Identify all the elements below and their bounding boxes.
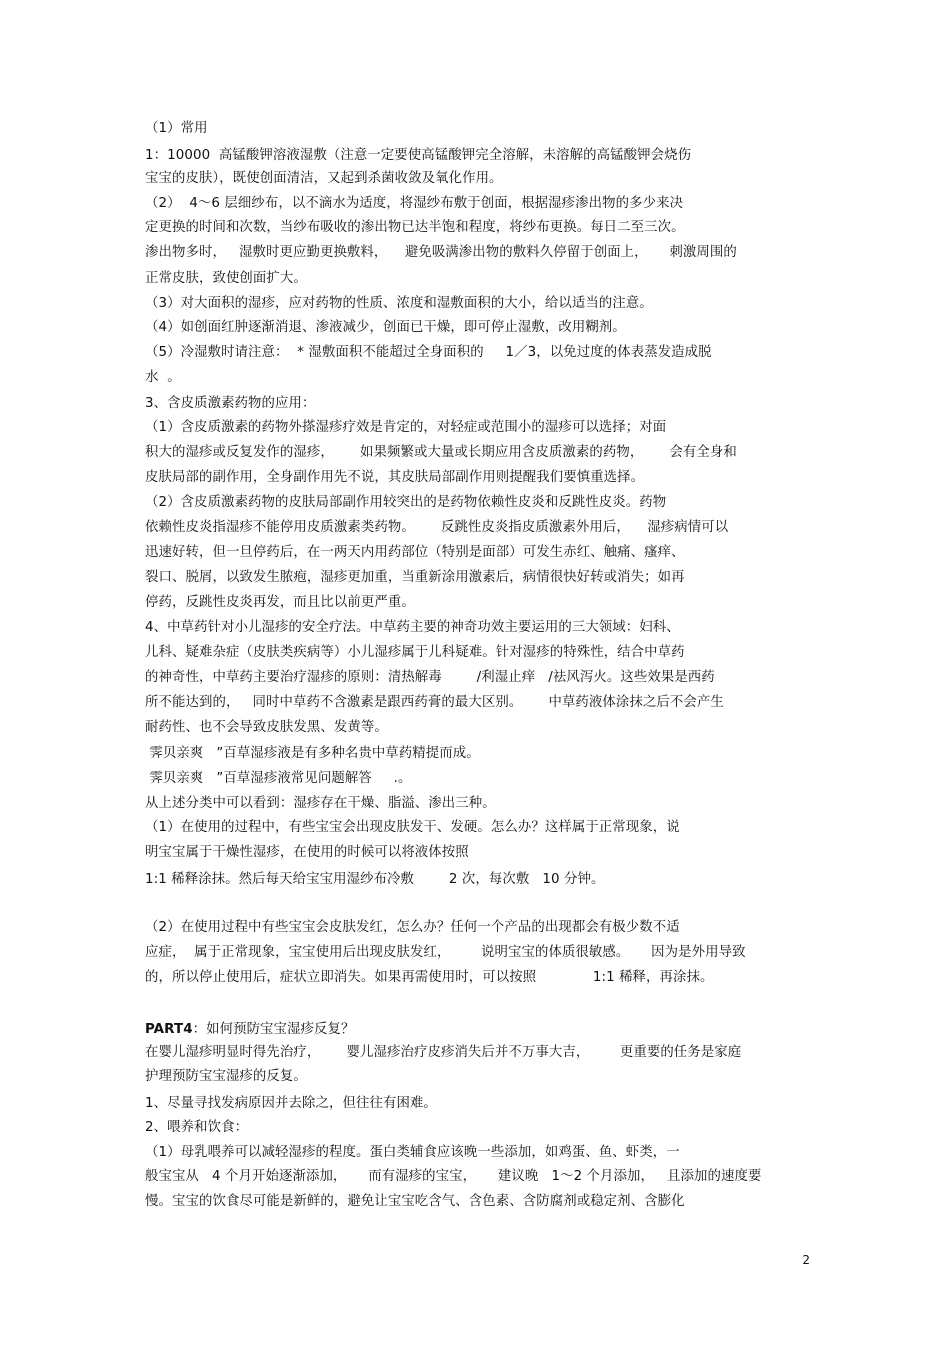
text-line: 宝宝的皮肤），既使创面清洁，又起到杀菌收敛及氧化作用。 (145, 171, 503, 186)
text-line: 迅速好转，但一旦停药后，在一两天内用药部位（特别是面部）可发生赤红、触痛、瘙痒、 (145, 545, 685, 560)
text-line: 慢。宝宝的饮食尽可能是新鲜的，避免让宝宝吃含气、含色素、含防腐剂或稳定剂、含膨化 (145, 1194, 685, 1209)
text-line: 般宝宝从 4 个月开始逐渐添加， 而有湿疹的宝宝， 建议晚 1～2 个月添加， 且添加的速度要 (145, 1169, 762, 1184)
text-line: 皮肤局部的副作用，全身副作用先不说，其皮肤局部副作用则提醒我们要慎重选择。 (145, 470, 645, 485)
text-line: 2、喂养和饮食： (145, 1120, 249, 1135)
text-line: （3）对大面积的湿疹，应对药物的性质、浓度和湿敷面积的大小，给以适当的注意。 (145, 296, 653, 311)
text-line: （1）含皮质激素的药物外搽湿疹疗效是肯定的，对轻症或范围小的湿疹可以选择；对面 (145, 420, 667, 435)
text-line: （2）在使用过程中有些宝宝会皮肤发红，怎么办？任何一个产品的出现都会有极少数不适 (145, 920, 680, 935)
text-line: 积大的湿疹或反复发作的湿疹， 如果频繁或大量或长期应用含皮质激素的药物， 会有全身和 (145, 445, 737, 460)
text-line: 1：10000 高锰酸钾溶液湿敷（注意一定要使高锰酸钾完全溶解，未溶解的高锰酸钾会烧伤 (145, 148, 692, 163)
text-line: 正常皮肤，致使创面扩大。 (145, 271, 307, 286)
text-line: 停药，反跳性皮炎再发，而且比以前更严重。 (145, 595, 415, 610)
section-heading (145, 1021, 355, 1039)
text-line: 耐药性、也不会导致皮肤发黑、发黄等。 (145, 720, 388, 735)
text-line: （1）在使用的过程中，有些宝宝会出现皮肤发干、发硬。怎么办？这样属于正常现象，说 (145, 820, 680, 835)
text-line: 裂口、脱屑，以致发生脓疱，湿疹更加重，当重新涂用激素后，病情很快好转或消失；如再 (145, 570, 685, 585)
text-line: （1）常用 (145, 121, 208, 136)
text-line: 依赖性皮炎指湿疹不能停用皮质激素类药物。 反跳性皮炎指皮质激素外用后， 湿疹病情可以 (145, 520, 729, 535)
text-line: （1）母乳喂养可以减轻湿疹的程度。蛋白类辅食应该晚一些添加，如鸡蛋、鱼、虾类，一 (145, 1145, 680, 1160)
heading-text: ：如何预防宝宝湿疹反复？ (192, 1022, 355, 1037)
text-line: 渗出物多时， 湿敷时更应勤更换敷料， 避免吸满渗出物的敷料久停留于创面上， 刺激周围的 (145, 245, 737, 260)
text-line: 的神奇性，中草药主要治疗湿疹的原则：清热解毒 /利湿止痒 /祛风泻火。这些效果是西药 (145, 670, 715, 685)
text-line: 应症， 属于正常现象，宝宝使用后出现皮肤发红， 说明宝宝的体质很敏感。 因为是外用导致 (145, 945, 746, 960)
text-line: （2） 4～6 层细纱布，以不滴水为适度，将湿纱布敷于创面，根据湿疹渗出物的多少来决 (145, 196, 684, 211)
text-line: 定更换的时间和次数，当纱布吸收的渗出物已达半饱和程度，将纱布更换。每日二至三次。 (145, 220, 685, 235)
text-line: 的，所以停止使用后，症状立即消失。如果再需使用时，可以按照 1:1 稀释，再涂抹。 (145, 970, 714, 985)
part-label: PART4 (145, 1022, 193, 1037)
text-line: 明宝宝属于干燥性湿疹，在使用的时候可以将液体按照 (145, 845, 469, 860)
text-line: 3、含皮质激素药物的应用： (145, 396, 316, 411)
text-line: 4、中草药针对小儿湿疹的安全疗法。中草药主要的神奇功效主要运用的三大领域：妇科、 (145, 620, 680, 635)
text-line: 儿科、疑难杂症（皮肤类疾病等）小儿湿疹属于儿科疑难。针对湿疹的特殊性，结合中草药 (145, 645, 685, 660)
text-line: 霁贝亲爽 ”百草湿疹液是有多种名贵中草药精提而成。 (145, 746, 480, 761)
text-line: 1:1 稀释涂抹。然后每天给宝宝用湿纱布冷敷 2 次，每次敷 10 分钟。 (145, 872, 605, 887)
text-line: （4）如创面红肿逐渐消退、渗液减少，创面已干燥，即可停止湿敷，改用糊剂。 (145, 320, 626, 335)
text-line: 护理预防宝宝湿疹的反复。 (145, 1069, 307, 1084)
text-line: 从上述分类中可以看到：湿疹存在干燥、脂溢、渗出三种。 (145, 796, 496, 811)
text-line: 在婴儿湿疹明显时得先治疗， 婴儿湿疹治疗皮疹消失后并不万事大吉， 更重要的任务是家庭 (145, 1045, 742, 1060)
text-line: 水 。 (145, 370, 181, 385)
text-line: （5）冷湿敷时请注意： * 湿敷面积不能超过全身面积的 1／3，以免过度的体表蒸发造成脱 (145, 345, 712, 360)
text-line: （2）含皮质激素药物的皮肤局部副作用较突出的是药物依赖性皮炎和反跳性皮炎。药物 (145, 495, 667, 510)
text-line: 所不能达到的， 同时中草药不含激素是跟西药膏的最大区别。 中草药液体涂抹之后不会产生 (145, 695, 724, 710)
text-line: 霁贝亲爽 ”百草湿疹液常见问题解答 .。 (145, 771, 412, 786)
page-number: 2 (802, 1253, 810, 1267)
text-line: 1、尽量寻找发病原因并去除之，但往往有困难。 (145, 1096, 437, 1111)
